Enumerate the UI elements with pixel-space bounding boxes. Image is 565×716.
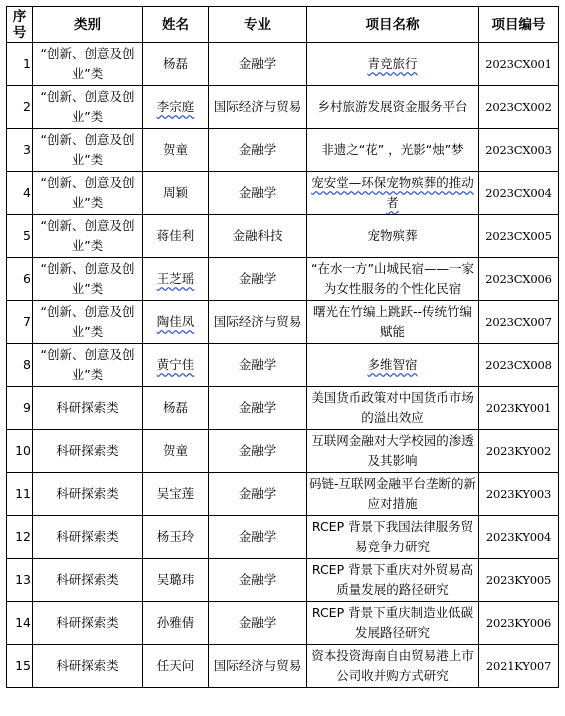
row-code-text: 2023CX001: [485, 57, 552, 71]
row-major-text: 金融学: [238, 486, 277, 501]
row-no: [7, 387, 33, 430]
row-no: [7, 602, 33, 645]
table-row: [7, 301, 559, 344]
row-project-text: RCEP 背景下重庆对外贸易高质量发展的路径研究: [311, 562, 474, 597]
row-project: [307, 602, 479, 645]
row-no: [7, 172, 33, 215]
row-project: [307, 301, 479, 344]
row-code-text: 2023KY002: [485, 444, 552, 458]
row-category: [33, 473, 143, 516]
header-project: 项目名称: [307, 7, 479, 43]
row-name: [143, 387, 209, 430]
header-no: 序号: [7, 7, 33, 43]
row-code: [479, 215, 559, 258]
row-name: [143, 43, 209, 86]
row-no-text: 11: [15, 486, 31, 501]
table-row: [7, 258, 559, 301]
header-code: 项目编号: [479, 7, 559, 43]
row-name: [143, 172, 209, 215]
row-category-text: “创新、创意及创业”类: [40, 132, 135, 167]
row-name-text: 陶佳凤: [156, 314, 195, 329]
row-category: [33, 215, 143, 258]
row-category-text: “创新、创意及创业”类: [40, 261, 135, 296]
row-major: [209, 172, 307, 215]
row-major: [209, 43, 307, 86]
row-no: [7, 559, 33, 602]
table-row: [7, 559, 559, 602]
row-major-text: 国际经济与贸易: [213, 99, 302, 114]
row-no-text: 4: [23, 185, 31, 200]
row-category: [33, 172, 143, 215]
row-major: [209, 516, 307, 559]
row-category-text: “创新、创意及创业”类: [40, 218, 135, 253]
table-row: [7, 473, 559, 516]
row-major-text: 国际经济与贸易: [213, 658, 302, 673]
row-no-text: 13: [15, 572, 31, 587]
row-category-text: “创新、创意及创业”类: [40, 46, 135, 81]
table-row: [7, 516, 559, 559]
table-row: [7, 344, 559, 387]
row-no-text: 6: [23, 271, 31, 286]
row-no: [7, 43, 33, 86]
row-category: [33, 516, 143, 559]
row-category: [33, 387, 143, 430]
row-code-text: 2023CX006: [485, 272, 552, 286]
row-code-text: 2023CX008: [485, 358, 552, 372]
row-code: [479, 430, 559, 473]
row-code-text: 2023CX005: [485, 229, 552, 243]
row-major-text: 金融学: [238, 443, 277, 458]
row-code-text: 2023KY004: [485, 530, 552, 544]
row-code-text: 2023CX004: [485, 186, 552, 200]
row-no-text: 9: [23, 400, 31, 415]
row-major-text: 金融学: [238, 529, 277, 544]
table-row: [7, 86, 559, 129]
row-major-text: 金融学: [238, 357, 277, 372]
row-no: [7, 344, 33, 387]
row-major: [209, 473, 307, 516]
row-category-text: 科研探索类: [56, 572, 119, 587]
row-name: [143, 301, 209, 344]
row-project-text: 美国货币政策对中国货币市场的溢出效应: [311, 390, 474, 425]
row-major: [209, 430, 307, 473]
table-row: [7, 129, 559, 172]
row-major: [209, 86, 307, 129]
row-code: [479, 559, 559, 602]
row-category: [33, 129, 143, 172]
row-category-text: “创新、创意及创业”类: [40, 304, 135, 339]
row-no-text: 7: [23, 314, 31, 329]
row-category: [33, 430, 143, 473]
row-major: [209, 215, 307, 258]
row-code-text: 2023KY001: [485, 401, 552, 415]
row-major-text: 金融学: [238, 615, 277, 630]
row-category-text: 科研探索类: [56, 486, 119, 501]
row-name-text: 吴宝莲: [156, 486, 195, 501]
row-project: [307, 645, 479, 688]
row-name-text: 孙雅倩: [156, 615, 195, 630]
row-major: [209, 258, 307, 301]
row-code-text: 2023CX002: [485, 100, 552, 114]
table-row: [7, 645, 559, 688]
row-name-text: 周颖: [162, 185, 188, 200]
row-code-text: 2023KY005: [485, 573, 552, 587]
row-category-text: “创新、创意及创业”类: [40, 175, 135, 210]
row-project-text: 非遗之“花” ，光影“烛”梦: [321, 142, 464, 157]
row-no: [7, 430, 33, 473]
row-name: [143, 559, 209, 602]
row-no: [7, 301, 33, 344]
row-no-text: 10: [15, 443, 31, 458]
row-project: [307, 430, 479, 473]
row-major: [209, 301, 307, 344]
row-major-text: 金融学: [238, 142, 277, 157]
row-code-text: 2023KY003: [485, 487, 552, 501]
row-category: [33, 559, 143, 602]
row-name-text: 贺童: [162, 443, 188, 458]
row-category-text: 科研探索类: [56, 615, 119, 630]
row-code: [479, 43, 559, 86]
row-project-text: 多维智宿: [367, 357, 418, 372]
row-name: [143, 344, 209, 387]
row-name-text: 杨磊: [162, 56, 188, 71]
row-code: [479, 387, 559, 430]
row-major-text: 金融学: [238, 572, 277, 587]
row-project-text: 资本投资海南自由贸易港上市公司收并购方式研究: [311, 648, 474, 683]
row-major-text: 金融学: [238, 271, 277, 286]
row-category: [33, 258, 143, 301]
row-category: [33, 344, 143, 387]
row-category: [33, 301, 143, 344]
table-row: [7, 215, 559, 258]
row-project: [307, 387, 479, 430]
row-code-text: 2023CX003: [485, 143, 552, 157]
row-category: [33, 602, 143, 645]
row-name-text: 贺童: [162, 142, 188, 157]
row-project-text: 宠物殡葬: [367, 228, 418, 243]
row-project-text: RCEP 背景下重庆制造业低碳发展路径研究: [311, 605, 474, 640]
row-project: [307, 516, 479, 559]
row-name-text: 王芝瑶: [156, 271, 195, 286]
row-category: [33, 86, 143, 129]
row-project-text: 乡村旅游发展资金服务平台: [317, 99, 468, 114]
row-name-text: 杨玉玲: [156, 529, 195, 544]
row-code: [479, 344, 559, 387]
row-no: [7, 129, 33, 172]
row-code: [479, 172, 559, 215]
table-row: [7, 602, 559, 645]
row-code: [479, 645, 559, 688]
row-no: [7, 86, 33, 129]
row-no-text: 1: [23, 56, 31, 71]
row-name: [143, 129, 209, 172]
row-project: [307, 172, 479, 215]
row-major-text: 金融科技: [232, 228, 283, 243]
row-project: [307, 258, 479, 301]
row-project: [307, 559, 479, 602]
row-name: [143, 215, 209, 258]
row-name: [143, 473, 209, 516]
row-project: [307, 473, 479, 516]
row-name-text: 蒋佳利: [156, 228, 195, 243]
row-name: [143, 430, 209, 473]
row-category-text: 科研探索类: [56, 529, 119, 544]
row-code: [479, 86, 559, 129]
row-code: [479, 129, 559, 172]
row-code-text: 2023KY006: [485, 616, 552, 630]
row-major-text: 金融学: [238, 185, 277, 200]
row-project: [307, 344, 479, 387]
row-project: [307, 215, 479, 258]
row-code: [479, 473, 559, 516]
row-category-text: 科研探索类: [56, 443, 119, 458]
row-project-text: 宠安堂—环保宠物殡葬的推动者: [311, 175, 474, 210]
row-code-text: 2023CX007: [485, 315, 552, 329]
row-no-text: 15: [15, 658, 31, 673]
row-code: [479, 258, 559, 301]
row-major: [209, 645, 307, 688]
row-category-text: 科研探索类: [56, 400, 119, 415]
row-category-text: “创新、创意及创业”类: [40, 89, 135, 124]
row-no-text: 14: [15, 615, 31, 630]
row-name-text: 杨磊: [162, 400, 188, 415]
row-name-text: 黄宁佳: [156, 357, 195, 372]
table-row: [7, 43, 559, 86]
row-no: [7, 215, 33, 258]
row-project: [307, 86, 479, 129]
row-major: [209, 344, 307, 387]
row-project-text: 互联网金融对大学校园的渗透及其影响: [311, 433, 474, 468]
row-category: [33, 43, 143, 86]
row-name-text: 吴璐玮: [156, 572, 195, 587]
row-no-text: 3: [23, 142, 31, 157]
row-project-text: RCEP 背景下我国法律服务贸易竞争力研究: [311, 519, 474, 554]
row-project-text: 青竞旅行: [367, 56, 418, 71]
row-project-text: 曙光在竹编上跳跃--传统竹编赋能: [312, 304, 473, 339]
row-code: [479, 602, 559, 645]
header-row: [7, 7, 559, 43]
table-row: [7, 430, 559, 473]
header-category: 类别: [33, 7, 143, 43]
row-no: [7, 645, 33, 688]
row-code: [479, 516, 559, 559]
row-no-text: 8: [23, 357, 31, 372]
row-no: [7, 473, 33, 516]
row-major-text: 金融学: [238, 400, 277, 415]
row-code-text: 2021KY007: [485, 659, 552, 673]
row-category: [33, 645, 143, 688]
row-code: [479, 301, 559, 344]
row-project-text: “在水一方”山城民宿——一家为女性服务的个性化民宿: [311, 261, 474, 296]
row-project: [307, 129, 479, 172]
row-project-text: 码链-互联网金融平台垄断的新应对措施: [308, 476, 476, 511]
row-no-text: 2: [23, 99, 31, 114]
header-name: 姓名: [143, 7, 209, 43]
row-major: [209, 602, 307, 645]
row-name-text: 任天问: [156, 658, 195, 673]
row-name: [143, 86, 209, 129]
row-category-text: 科研探索类: [56, 658, 119, 673]
row-major: [209, 387, 307, 430]
row-project: [307, 43, 479, 86]
row-name: [143, 258, 209, 301]
row-no-text: 12: [15, 529, 31, 544]
row-name: [143, 645, 209, 688]
row-no: [7, 516, 33, 559]
row-major-text: 国际经济与贸易: [213, 314, 302, 329]
row-name-text: 李宗庭: [156, 99, 195, 114]
project-table: [6, 6, 559, 688]
row-name: [143, 602, 209, 645]
row-no: [7, 258, 33, 301]
table-row: [7, 172, 559, 215]
row-major: [209, 559, 307, 602]
row-major: [209, 129, 307, 172]
row-no-text: 5: [23, 228, 31, 243]
row-major-text: 金融学: [238, 56, 277, 71]
row-name: [143, 516, 209, 559]
table-row: [7, 387, 559, 430]
row-category-text: “创新、创意及创业”类: [40, 347, 135, 382]
header-major: 专业: [209, 7, 307, 43]
